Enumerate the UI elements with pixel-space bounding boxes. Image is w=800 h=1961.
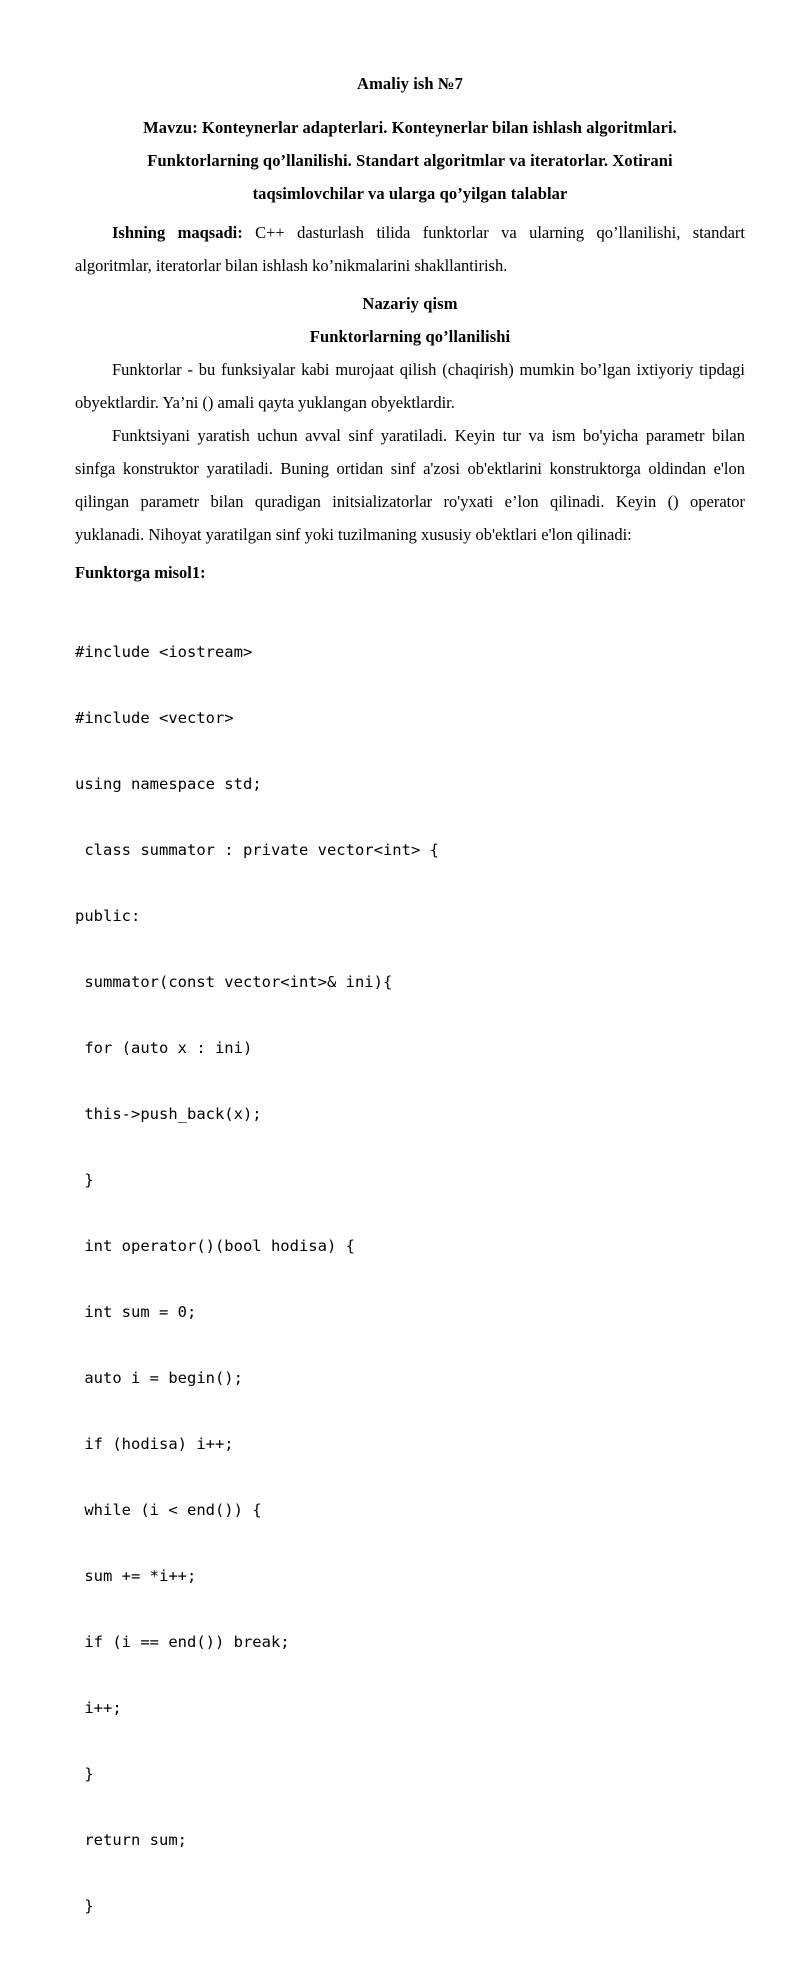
code-line: int sum = 0; [75, 1302, 197, 1321]
subtitle-line-3: taqsimlovchilar va ularga qo’yilgan talablar [252, 183, 568, 203]
code-line: } [75, 1170, 94, 1189]
paragraph-functor-creation: Funktsiyani yaratish uchun avval sinf yaratiladi. Keyin tur va ism bo'yicha parametr bilan sinfga konstruktor yaratiladi. Buning ortidan sinf a'zosi ob'ektlarini konstruktorga oldindan e'lon qilingan parametr bilan quradigan initsializatorlar ro'yxati e’lon qilinadi. Keyin () operator yuklanadi. Nihoyat yaratilgan sinf yoki tuzilmaning xususiy ob'ektlari e'lon qilinadi: [75, 425, 745, 544]
code-line: return sum; [75, 1830, 187, 1849]
code-line: for (auto x : ini) [75, 1038, 253, 1057]
code-line: int operator()(bool hodisa) { [75, 1236, 355, 1255]
code-line: } [75, 1896, 94, 1915]
page-title: Amaliy ish №7 [357, 74, 463, 93]
section-heading-functors: Funktorlarning qo’llanilishi [309, 326, 511, 346]
section-heading-theory: Nazariy qism [362, 293, 458, 313]
code-line: #include <vector> [75, 708, 234, 727]
code-line: auto i = begin(); [75, 1368, 243, 1387]
purpose-paragraph [75, 210, 745, 282]
code-block [75, 589, 745, 1961]
document-content [75, 0, 745, 1961]
code-line: i++; [75, 1698, 122, 1717]
purpose-label: Ishning maqsadi: [112, 222, 243, 242]
code-line: using namespace std; [75, 774, 262, 793]
subtitle-line-2: Funktorlarning qo’llanilishi. Standart algoritmlar va iteratorlar. Xotirani [147, 150, 673, 170]
code-line: public: [75, 906, 141, 925]
code-line: if (i == end()) break; [75, 1632, 290, 1651]
subtitle-line-1: Mavzu: Konteynerlar adapterlari. Konteynerlar bilan ishlash algoritmlari. [143, 117, 677, 137]
code-line: } [75, 1764, 94, 1783]
purpose-text: C++ dasturlash tilida funktorlar va ularning qo’llanilishi, standart algoritmlar, iteratorlar bilan ishlash ko’nikmalarini shakllantirish. [75, 222, 745, 275]
code-line: sum += *i++; [75, 1566, 197, 1585]
code-line: while (i < end()) { [75, 1500, 262, 1519]
example-label: Funktorga misol1: [75, 562, 206, 582]
code-line: #include <iostream> [75, 642, 253, 661]
code-line: if (hodisa) i++; [75, 1434, 234, 1453]
code-line: this->push_back(x); [75, 1104, 262, 1123]
subtitle-block [75, 93, 745, 210]
paragraph-functor-definition: Funktorlar - bu funksiyalar kabi murojaat qilish (chaqirish) mumkin bo’lgan ixtiyoriy tipdagi obyektlardir. Ya’ni () amali qayta yuklangan obyektlardir. [75, 359, 745, 412]
code-line: class summator : private vector<int> { [75, 840, 439, 859]
code-line: summator(const vector<int>& ini){ [75, 972, 393, 991]
